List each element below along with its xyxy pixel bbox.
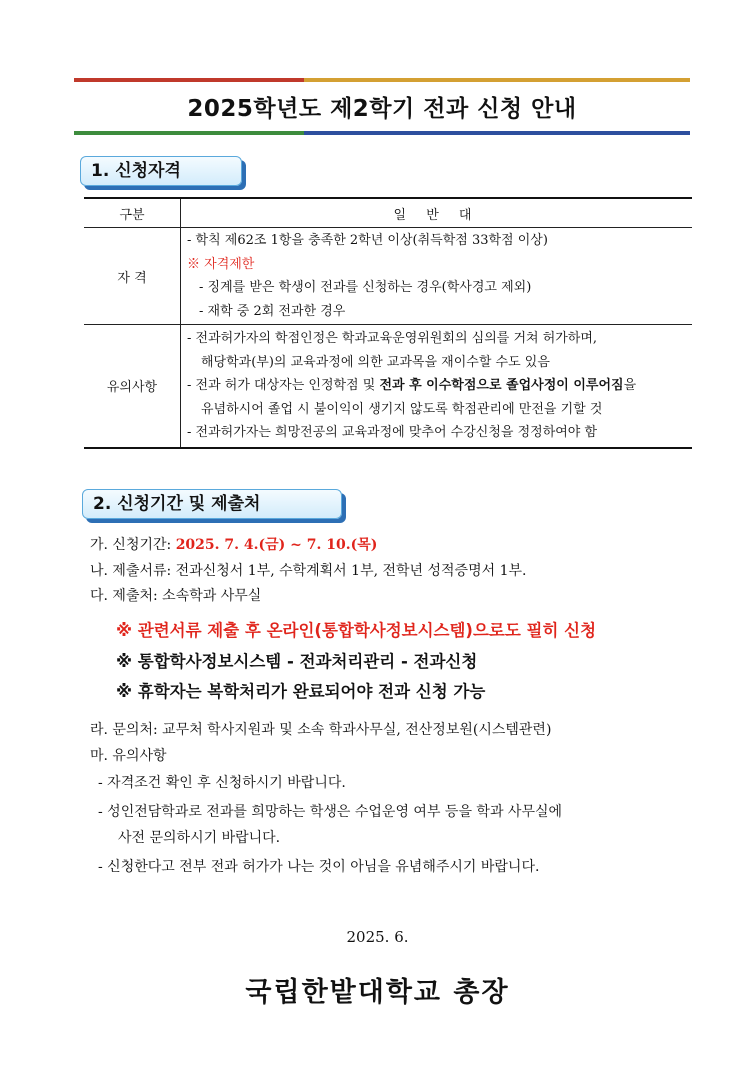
cautions-heading: 마. 유의사항 xyxy=(90,748,167,764)
table-header-category: 구분 xyxy=(84,198,181,228)
leave-of-absence-note: ※ 휴학자는 복학처리가 완료되어야 전과 신청 가능 xyxy=(116,682,486,701)
table-header-general: 일 반 대 xyxy=(181,198,693,228)
restriction-heading: ※ 자격제한 xyxy=(187,256,255,272)
title-top-bar xyxy=(74,78,690,82)
section1-heading: 1. 신청자격 xyxy=(80,156,242,186)
required-documents: 나. 제출서류: 전과신청서 1부, 수학계획서 1부, 전학년 성적증명서 1부. xyxy=(90,563,527,579)
table-header-row xyxy=(84,198,692,228)
qualification-content xyxy=(181,228,693,325)
notes-line: - 전과허가자는 희망전공의 교육과정에 맞추어 수강신청을 정정하여야 함 xyxy=(187,425,598,440)
restriction-item: - 재학 중 2회 전과한 경우 xyxy=(199,303,346,319)
page-title: 2025학년도 제2학기 전과 신청 안내 xyxy=(187,96,577,122)
section2-heading: 2. 신청기간 및 제출처 xyxy=(82,489,342,519)
notes-line xyxy=(187,374,686,398)
table-row-notes xyxy=(84,325,692,448)
system-path-note: ※ 통합학사정보시스템 - 전과처리관리 - 전과신청 xyxy=(116,652,478,671)
document-date: 2025. 6. xyxy=(346,928,409,946)
notes-line3-post: 을 xyxy=(623,378,637,393)
notes-line: - 전과허가자의 학점인정은 학과교육운영위원회의 심의를 거쳐 허가하며, xyxy=(187,331,598,346)
title-bottom-bar xyxy=(74,131,690,135)
title-bottom-bar-green xyxy=(74,131,304,135)
period-label: 가. 신청기간: xyxy=(90,537,176,553)
restriction-item: - 징계를 받은 학생이 전과를 신청하는 경우(학사경고 제외) xyxy=(199,280,532,295)
caution-item-continued: 사전 문의하시기 바랍니다. xyxy=(118,830,281,846)
title-top-bar-red xyxy=(74,78,304,82)
qualification-label: 자 격 xyxy=(84,228,181,325)
submission-place: 다. 제출처: 소속학과 사무실 xyxy=(90,588,262,604)
table-row-qualification xyxy=(84,228,692,325)
qualification-line: - 학칙 제62조 1항을 충족한 2학년 이상(취득학점 33학점 이상) xyxy=(187,233,548,248)
notes-line3-bold: 전과 후 이수학점으로 졸업사정이 이루어짐 xyxy=(379,378,624,393)
inquiry-contact: 라. 문의처: 교무처 학사지원과 및 소속 학과사무실, 전산정보원(시스템관련) xyxy=(90,722,552,738)
notes-line: 유념하시어 졸업 시 불이익이 생기지 않도록 학점관리에 만전을 기할 것 xyxy=(201,401,603,417)
notes-line: 해당학과(부)의 교육과정에 의한 교과목을 재이수할 수도 있음 xyxy=(201,354,550,370)
title-bottom-bar-blue xyxy=(304,131,690,135)
signature-president: 국립한밭대학교 총장 xyxy=(245,977,510,1008)
notes-line3-pre: - 전과 허가 대상자는 인정학점 및 xyxy=(187,378,380,393)
qualification-table xyxy=(84,197,692,449)
period-value: 2025. 7. 4.(금) ~ 7. 10.(목) xyxy=(175,537,378,553)
title-top-bar-gold xyxy=(304,78,690,82)
caution-item: - 신청한다고 전부 전과 허가가 나는 것이 아님을 유념해주시기 바랍니다. xyxy=(98,859,540,875)
application-period xyxy=(90,534,377,556)
online-application-note: ※ 관련서류 제출 후 온라인(통합학사정보시스템)으로도 필히 신청 xyxy=(116,621,597,640)
notes-content xyxy=(181,325,693,448)
notes-label: 유의사항 xyxy=(84,325,181,448)
caution-item: - 성인전담학과로 전과를 희망하는 학생은 수업운영 여부 등을 학과 사무실에 xyxy=(98,804,563,820)
caution-item: - 자격조건 확인 후 신청하시기 바랍니다. xyxy=(98,775,346,791)
